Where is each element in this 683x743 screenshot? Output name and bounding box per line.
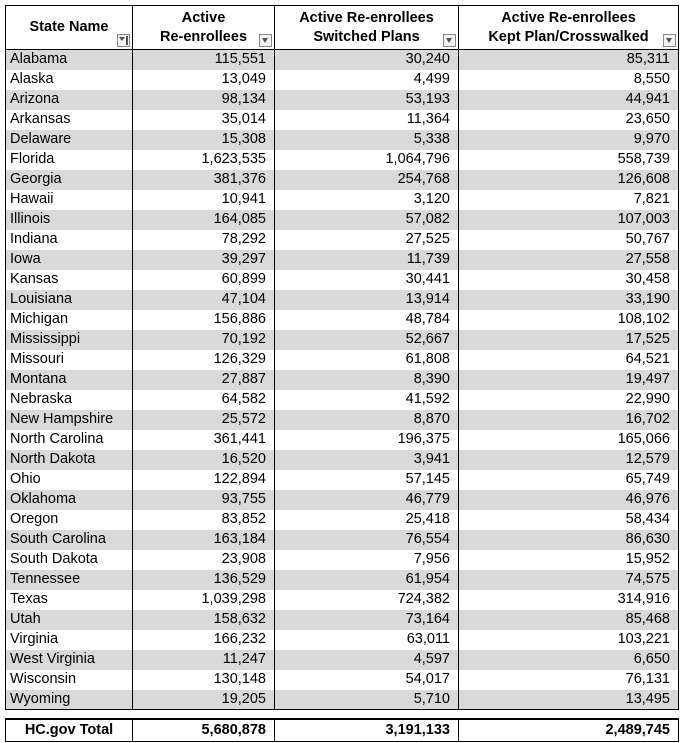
kept-plan-cell: 74,575 bbox=[459, 570, 679, 590]
filter-dropdown-icon[interactable] bbox=[443, 34, 456, 47]
kept-plan-cell: 558,739 bbox=[459, 150, 679, 170]
kept-plan-cell: 50,767 bbox=[459, 230, 679, 250]
switched-plans-cell: 63,011 bbox=[275, 630, 459, 650]
switched-plans-cell: 196,375 bbox=[275, 430, 459, 450]
state-name-cell: West Virginia bbox=[6, 650, 133, 670]
kept-plan-cell: 33,190 bbox=[459, 290, 679, 310]
table-row bbox=[6, 510, 679, 530]
state-name-cell: Mississippi bbox=[6, 330, 133, 350]
state-name-cell: Iowa bbox=[6, 250, 133, 270]
kept-plan-cell: 86,630 bbox=[459, 530, 679, 550]
state-name-cell: Utah bbox=[6, 610, 133, 630]
kept-plan-cell: 108,102 bbox=[459, 310, 679, 330]
total-active: 5,680,878 bbox=[133, 719, 275, 742]
state-name-cell: Florida bbox=[6, 150, 133, 170]
kept-plan-cell: 16,702 bbox=[459, 410, 679, 430]
kept-plan-cell: 8,550 bbox=[459, 70, 679, 90]
kept-plan-cell: 19,497 bbox=[459, 370, 679, 390]
state-name-cell: Nebraska bbox=[6, 390, 133, 410]
switched-plans-cell: 61,808 bbox=[275, 350, 459, 370]
active-reenrollees-cell: 11,247 bbox=[133, 650, 275, 670]
kept-plan-cell: 17,525 bbox=[459, 330, 679, 350]
table-row bbox=[6, 370, 679, 390]
state-name-cell: Wisconsin bbox=[6, 670, 133, 690]
table-row bbox=[6, 550, 679, 570]
switched-plans-cell: 1,064,796 bbox=[275, 150, 459, 170]
state-name-cell: Michigan bbox=[6, 310, 133, 330]
active-reenrollees-cell: 126,329 bbox=[133, 350, 275, 370]
table-row bbox=[6, 690, 679, 710]
table-row bbox=[6, 410, 679, 430]
switched-plans-cell: 41,592 bbox=[275, 390, 459, 410]
table-row bbox=[6, 270, 679, 290]
switched-plans-cell: 11,739 bbox=[275, 250, 459, 270]
switched-plans-cell: 11,364 bbox=[275, 110, 459, 130]
kept-plan-cell: 107,003 bbox=[459, 210, 679, 230]
state-name-cell: Kansas bbox=[6, 270, 133, 290]
table-row bbox=[6, 570, 679, 590]
active-reenrollees-cell: 83,852 bbox=[133, 510, 275, 530]
kept-plan-cell: 15,952 bbox=[459, 550, 679, 570]
table-row bbox=[6, 50, 679, 70]
active-reenrollees-cell: 93,755 bbox=[133, 490, 275, 510]
kept-plan-cell: 314,916 bbox=[459, 590, 679, 610]
table-row bbox=[6, 190, 679, 210]
kept-plan-cell: 65,749 bbox=[459, 470, 679, 490]
switched-plans-cell: 46,779 bbox=[275, 490, 459, 510]
table-row bbox=[6, 310, 679, 330]
switched-plans-cell: 53,193 bbox=[275, 90, 459, 110]
active-reenrollees-cell: 13,049 bbox=[133, 70, 275, 90]
state-name-cell: Louisiana bbox=[6, 290, 133, 310]
table-row bbox=[6, 390, 679, 410]
state-name-cell: Indiana bbox=[6, 230, 133, 250]
switched-plans-cell: 54,017 bbox=[275, 670, 459, 690]
state-name-cell: Alabama bbox=[6, 50, 133, 70]
active-reenrollees-cell: 381,376 bbox=[133, 170, 275, 190]
total-row bbox=[6, 719, 679, 742]
switched-plans-cell: 30,240 bbox=[275, 50, 459, 70]
switched-plans-cell: 724,382 bbox=[275, 590, 459, 610]
active-reenrollees-cell: 164,085 bbox=[133, 210, 275, 230]
state-name-cell: Virginia bbox=[6, 630, 133, 650]
table-row bbox=[6, 590, 679, 610]
switched-plans-cell: 52,667 bbox=[275, 330, 459, 350]
switched-plans-cell: 5,710 bbox=[275, 690, 459, 710]
active-reenrollees-cell: 1,623,535 bbox=[133, 150, 275, 170]
table-row bbox=[6, 530, 679, 550]
header-label-line2: Switched Plans bbox=[313, 28, 420, 45]
kept-plan-cell: 46,976 bbox=[459, 490, 679, 510]
kept-plan-cell: 58,434 bbox=[459, 510, 679, 530]
switched-plans-cell: 48,784 bbox=[275, 310, 459, 330]
switched-plans-cell: 7,956 bbox=[275, 550, 459, 570]
table-row bbox=[6, 430, 679, 450]
switched-plans-cell: 3,120 bbox=[275, 190, 459, 210]
header-switched-plans bbox=[275, 6, 459, 50]
active-reenrollees-cell: 23,908 bbox=[133, 550, 275, 570]
active-reenrollees-cell: 78,292 bbox=[133, 230, 275, 250]
header-label-line1: Active Re-enrollees bbox=[299, 9, 434, 26]
switched-plans-cell: 30,441 bbox=[275, 270, 459, 290]
state-name-cell: Oklahoma bbox=[6, 490, 133, 510]
switched-plans-cell: 57,145 bbox=[275, 470, 459, 490]
table-row bbox=[6, 170, 679, 190]
active-reenrollees-cell: 47,104 bbox=[133, 290, 275, 310]
switched-plans-cell: 25,418 bbox=[275, 510, 459, 530]
state-name-cell: Georgia bbox=[6, 170, 133, 190]
state-name-cell: Texas bbox=[6, 590, 133, 610]
header-row bbox=[6, 6, 679, 50]
total-kept: 2,489,745 bbox=[459, 719, 679, 742]
active-reenrollees-cell: 10,941 bbox=[133, 190, 275, 210]
state-name-cell: Oregon bbox=[6, 510, 133, 530]
kept-plan-cell: 165,066 bbox=[459, 430, 679, 450]
table-row bbox=[6, 90, 679, 110]
kept-plan-cell: 23,650 bbox=[459, 110, 679, 130]
table-row bbox=[6, 250, 679, 270]
table-row bbox=[6, 450, 679, 470]
state-name-cell: Montana bbox=[6, 370, 133, 390]
kept-plan-cell: 12,579 bbox=[459, 450, 679, 470]
active-reenrollees-cell: 64,582 bbox=[133, 390, 275, 410]
header-label-line1: Active bbox=[181, 9, 226, 26]
active-reenrollees-cell: 156,886 bbox=[133, 310, 275, 330]
kept-plan-cell: 64,521 bbox=[459, 350, 679, 370]
active-reenrollees-cell: 16,520 bbox=[133, 450, 275, 470]
switched-plans-cell: 8,390 bbox=[275, 370, 459, 390]
kept-plan-cell: 103,221 bbox=[459, 630, 679, 650]
switched-plans-cell: 4,499 bbox=[275, 70, 459, 90]
header-active-reenrollees bbox=[133, 6, 275, 50]
state-name-cell: Arkansas bbox=[6, 110, 133, 130]
kept-plan-cell: 85,311 bbox=[459, 50, 679, 70]
state-name-cell: Hawaii bbox=[6, 190, 133, 210]
state-name-cell: Wyoming bbox=[6, 690, 133, 710]
kept-plan-cell: 7,821 bbox=[459, 190, 679, 210]
state-name-cell: South Dakota bbox=[6, 550, 133, 570]
active-reenrollees-cell: 130,148 bbox=[133, 670, 275, 690]
sort-filter-icon[interactable] bbox=[117, 34, 130, 47]
header-kept-plan bbox=[459, 6, 679, 50]
active-reenrollees-cell: 361,441 bbox=[133, 430, 275, 450]
enrollment-table bbox=[5, 5, 679, 742]
table-row bbox=[6, 650, 679, 670]
state-name-cell: Missouri bbox=[6, 350, 133, 370]
state-name-cell: South Carolina bbox=[6, 530, 133, 550]
state-name-cell: Delaware bbox=[6, 130, 133, 150]
table-row bbox=[6, 290, 679, 310]
active-reenrollees-cell: 1,039,298 bbox=[133, 590, 275, 610]
total-label: HC.gov Total bbox=[6, 719, 133, 742]
table-row bbox=[6, 210, 679, 230]
switched-plans-cell: 27,525 bbox=[275, 230, 459, 250]
switched-plans-cell: 13,914 bbox=[275, 290, 459, 310]
table-row bbox=[6, 110, 679, 130]
table-row bbox=[6, 150, 679, 170]
state-name-cell: North Carolina bbox=[6, 430, 133, 450]
table-row bbox=[6, 490, 679, 510]
kept-plan-cell: 22,990 bbox=[459, 390, 679, 410]
filter-dropdown-icon[interactable] bbox=[663, 34, 676, 47]
switched-plans-cell: 4,597 bbox=[275, 650, 459, 670]
active-reenrollees-cell: 19,205 bbox=[133, 690, 275, 710]
total-switched: 3,191,133 bbox=[275, 719, 459, 742]
table-row bbox=[6, 330, 679, 350]
switched-plans-cell: 3,941 bbox=[275, 450, 459, 470]
table-row bbox=[6, 130, 679, 150]
state-name-cell: Tennessee bbox=[6, 570, 133, 590]
kept-plan-cell: 6,650 bbox=[459, 650, 679, 670]
active-reenrollees-cell: 35,014 bbox=[133, 110, 275, 130]
kept-plan-cell: 13,495 bbox=[459, 690, 679, 710]
table-row bbox=[6, 350, 679, 370]
kept-plan-cell: 27,558 bbox=[459, 250, 679, 270]
active-reenrollees-cell: 39,297 bbox=[133, 250, 275, 270]
active-reenrollees-cell: 98,134 bbox=[133, 90, 275, 110]
state-name-cell: New Hampshire bbox=[6, 410, 133, 430]
header-state-name bbox=[6, 6, 133, 50]
active-reenrollees-cell: 27,887 bbox=[133, 370, 275, 390]
kept-plan-cell: 76,131 bbox=[459, 670, 679, 690]
switched-plans-cell: 8,870 bbox=[275, 410, 459, 430]
switched-plans-cell: 61,954 bbox=[275, 570, 459, 590]
kept-plan-cell: 44,941 bbox=[459, 90, 679, 110]
kept-plan-cell: 30,458 bbox=[459, 270, 679, 290]
switched-plans-cell: 76,554 bbox=[275, 530, 459, 550]
active-reenrollees-cell: 122,894 bbox=[133, 470, 275, 490]
table-row bbox=[6, 230, 679, 250]
switched-plans-cell: 73,164 bbox=[275, 610, 459, 630]
state-name-cell: Arizona bbox=[6, 90, 133, 110]
active-reenrollees-cell: 166,232 bbox=[133, 630, 275, 650]
active-reenrollees-cell: 136,529 bbox=[133, 570, 275, 590]
active-reenrollees-cell: 115,551 bbox=[133, 50, 275, 70]
header-label-line2: Kept Plan/Crosswalked bbox=[488, 28, 649, 45]
active-reenrollees-cell: 70,192 bbox=[133, 330, 275, 350]
switched-plans-cell: 5,338 bbox=[275, 130, 459, 150]
table-row bbox=[6, 70, 679, 90]
kept-plan-cell: 126,608 bbox=[459, 170, 679, 190]
state-name-cell: Alaska bbox=[6, 70, 133, 90]
active-reenrollees-cell: 60,899 bbox=[133, 270, 275, 290]
header-label-line1: Active Re-enrollees bbox=[501, 9, 636, 26]
kept-plan-cell: 85,468 bbox=[459, 610, 679, 630]
filter-dropdown-icon[interactable] bbox=[259, 34, 272, 47]
switched-plans-cell: 254,768 bbox=[275, 170, 459, 190]
header-label: State Name bbox=[29, 19, 109, 35]
table-row bbox=[6, 630, 679, 650]
active-reenrollees-cell: 158,632 bbox=[133, 610, 275, 630]
kept-plan-cell: 9,970 bbox=[459, 130, 679, 150]
state-name-cell: North Dakota bbox=[6, 450, 133, 470]
state-name-cell: Ohio bbox=[6, 470, 133, 490]
table-row bbox=[6, 470, 679, 490]
state-name-cell: Illinois bbox=[6, 210, 133, 230]
header-label-line2: Re-enrollees bbox=[159, 28, 248, 45]
active-reenrollees-cell: 15,308 bbox=[133, 130, 275, 150]
active-reenrollees-cell: 25,572 bbox=[133, 410, 275, 430]
active-reenrollees-cell: 163,184 bbox=[133, 530, 275, 550]
table-row bbox=[6, 670, 679, 690]
table-row bbox=[6, 610, 679, 630]
switched-plans-cell: 57,082 bbox=[275, 210, 459, 230]
